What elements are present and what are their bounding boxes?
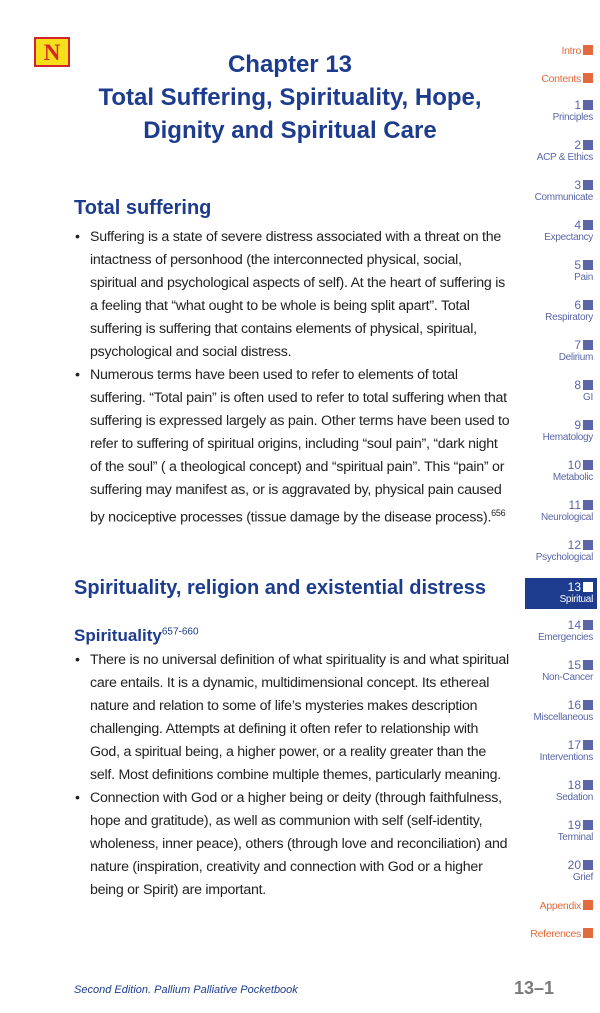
chapter-title-line-1: Chapter 13 [227, 51, 353, 78]
footer-edition: Second Edition. Pallium Palliative Pocketbook [74, 984, 298, 996]
nav-chapter-3[interactable] [525, 178, 593, 204]
nav-chapter-number: 4 [574, 218, 581, 232]
nav-chapter-label: Non-Cancer [542, 672, 593, 683]
square-icon [583, 860, 593, 870]
heading-total-suffering: Total suffering [74, 197, 212, 219]
nav-chapter-number: 18 [567, 778, 581, 792]
square-icon [583, 73, 593, 83]
square-icon [583, 740, 593, 750]
nav-chapter-number: 16 [567, 698, 581, 712]
square-icon [583, 540, 593, 550]
nav-chapter-4[interactable] [525, 218, 593, 244]
nav-chapter-13[interactable] [525, 578, 597, 609]
nav-chapter-number: 1 [574, 98, 581, 112]
nav-chapter-number: 12 [567, 538, 581, 552]
square-icon [583, 900, 593, 910]
nav-chapter-number: 5 [574, 258, 581, 272]
nav-contents[interactable]: Contents [525, 73, 593, 85]
nav-chapter-number: 15 [567, 658, 581, 672]
nav-chapter-label: Psychological [535, 552, 593, 563]
nav-chapter-number: 20 [567, 858, 581, 872]
nav-intro[interactable]: Intro [525, 45, 593, 57]
list-item: • Numerous terms have been used to refer to elements of total suffering. “Total pain” is often used to refer to total suffering when that suffering is expressed largely as pain. Other terms have been used to refer to suffering of spiritual origins, including “soul pain”, “dark night of the soul” ( a theological concept) and “spiritual pain”. This “pain” or suffering may manifest as, or is aggravated by, physical pain caused by nociceptive processes (tissue damage by the disease process).$^{656}$ [74, 364, 510, 530]
chapter-title-line-2: Total Suffering, Spirituality, Hope, [98, 84, 482, 111]
nav-chapter-number: 8 [574, 378, 581, 392]
total-suffering-list [74, 226, 510, 530]
nav-chapter-5[interactable] [525, 258, 593, 284]
nav-appendix[interactable]: Appendix [525, 900, 593, 912]
chapter-title [70, 48, 510, 147]
list-item: • Suffering is a state of severe distress associated with a threat on the intactness of personhood (the interconnected physical, social, spiritual and psychological aspects of self). At the heart of suffering is a feeling that “what ought to be whole is being split apart”. Total suffering is suffering that contains elements of physical, spiritual, psychological and social distress. [74, 226, 510, 364]
square-icon [583, 660, 593, 670]
square-icon [583, 380, 593, 390]
logo-letter: N [43, 39, 61, 65]
nav-chapter-label: Metabolic [552, 472, 593, 483]
square-icon [583, 460, 593, 470]
nav-chapter-number: 9 [574, 418, 581, 432]
square-icon [583, 582, 593, 592]
nav-chapter-1[interactable] [525, 98, 593, 124]
nav-chapter-2[interactable] [525, 138, 593, 164]
square-icon [583, 260, 593, 270]
nav-chapter-19[interactable] [525, 818, 593, 844]
nav-chapter-label: Expectancy [544, 232, 593, 243]
nav-chapter-label: ACP & Ethics [536, 152, 593, 163]
nav-references[interactable]: References [525, 928, 593, 940]
square-icon [583, 420, 593, 430]
nav-chapter-12[interactable] [525, 538, 593, 564]
nav-chapter-label: Grief [572, 872, 593, 883]
nav-chapter-16[interactable] [525, 698, 593, 724]
nav-chapter-11[interactable] [525, 498, 593, 524]
spirituality-list [74, 649, 510, 902]
square-icon [583, 180, 593, 190]
square-icon [583, 220, 593, 230]
nav-chapter-label: Respiratory [545, 312, 593, 323]
heading-spirituality: Spirituality$^{657-660}$ [74, 626, 199, 645]
nav-chapter-number: 3 [574, 178, 581, 192]
nav-chapter-number: 14 [567, 618, 581, 632]
square-icon [583, 928, 593, 938]
nav-chapter-label: Sedation [555, 792, 593, 803]
nav-chapter-number: 17 [567, 738, 581, 752]
square-icon [583, 45, 593, 55]
nav-chapter-number: 19 [567, 818, 581, 832]
nav-chapter-label: Delirium [558, 352, 593, 363]
nav-chapter-number: 13 [567, 580, 581, 594]
nav-chapter-label: Neurological [541, 512, 593, 523]
square-icon [583, 140, 593, 150]
nav-chapter-number: 10 [567, 458, 581, 472]
nav-chapter-number: 6 [574, 298, 581, 312]
citation-ref: 656 [491, 508, 506, 518]
citation-ref: 657-660 [161, 626, 199, 638]
nav-chapter-8[interactable] [525, 378, 593, 404]
nav-chapter-label: Communicate [534, 192, 593, 203]
square-icon [583, 340, 593, 350]
nav-chapter-7[interactable] [525, 338, 593, 364]
nav-chapter-6[interactable] [525, 298, 593, 324]
page-number: 13–1 [513, 978, 554, 998]
nav-chapter-number: 11 [568, 498, 581, 512]
square-icon [583, 780, 593, 790]
nav-chapter-number: 7 [574, 338, 581, 352]
square-icon [583, 700, 593, 710]
square-icon [583, 500, 593, 510]
pallium-logo [34, 37, 70, 67]
nav-chapter-label: Pain [574, 272, 593, 283]
nav-chapter-14[interactable] [525, 618, 593, 644]
square-icon [583, 100, 593, 110]
nav-chapter-number: 2 [574, 138, 581, 152]
nav-chapter-10[interactable] [525, 458, 593, 484]
nav-chapter-label: Miscellaneous [533, 712, 593, 723]
square-icon [583, 300, 593, 310]
nav-chapter-15[interactable] [525, 658, 593, 684]
heading-spirituality-religion: Spirituality, religion and existential distress [74, 577, 486, 599]
square-icon [583, 820, 593, 830]
nav-chapter-20[interactable] [525, 858, 593, 884]
chapter-title-line-3: Dignity and Spiritual Care [143, 117, 437, 144]
nav-chapter-label: Principles [552, 112, 593, 123]
nav-chapter-label: Emergencies [537, 632, 593, 643]
nav-chapter-9[interactable] [525, 418, 593, 444]
nav-chapter-label: GI [583, 392, 593, 403]
nav-chapter-18[interactable] [525, 778, 593, 804]
nav-chapter-label: Interventions [539, 752, 593, 763]
nav-chapter-17[interactable] [525, 738, 593, 764]
list-item: • There is no universal definition of what spirituality is and what spiritual care entails. It is a dynamic, multidimensional concept. Its ethereal nature and relation to some of life’s mysteries makes description challenging. Attempts at defining it often refer to relationship with God, a spiritual being, a higher power, or a reality greater than the self. Most definitions combine multiple themes, particularly meaning. [74, 649, 510, 787]
list-item: • Connection with God or a higher being or deity (through faithfulness, hope and gratitude), as well as communion with self (self-identity, wholeness, inner peace), others (through love and reconciliation) and nature (inspiration, creativity and connection with God or a higher being or Spirit) are important. [74, 787, 510, 902]
nav-chapter-label: Spiritual [559, 594, 593, 605]
nav-chapter-label: Terminal [557, 832, 593, 843]
nav-chapter-label: Hematology [542, 432, 593, 443]
square-icon [583, 620, 593, 630]
